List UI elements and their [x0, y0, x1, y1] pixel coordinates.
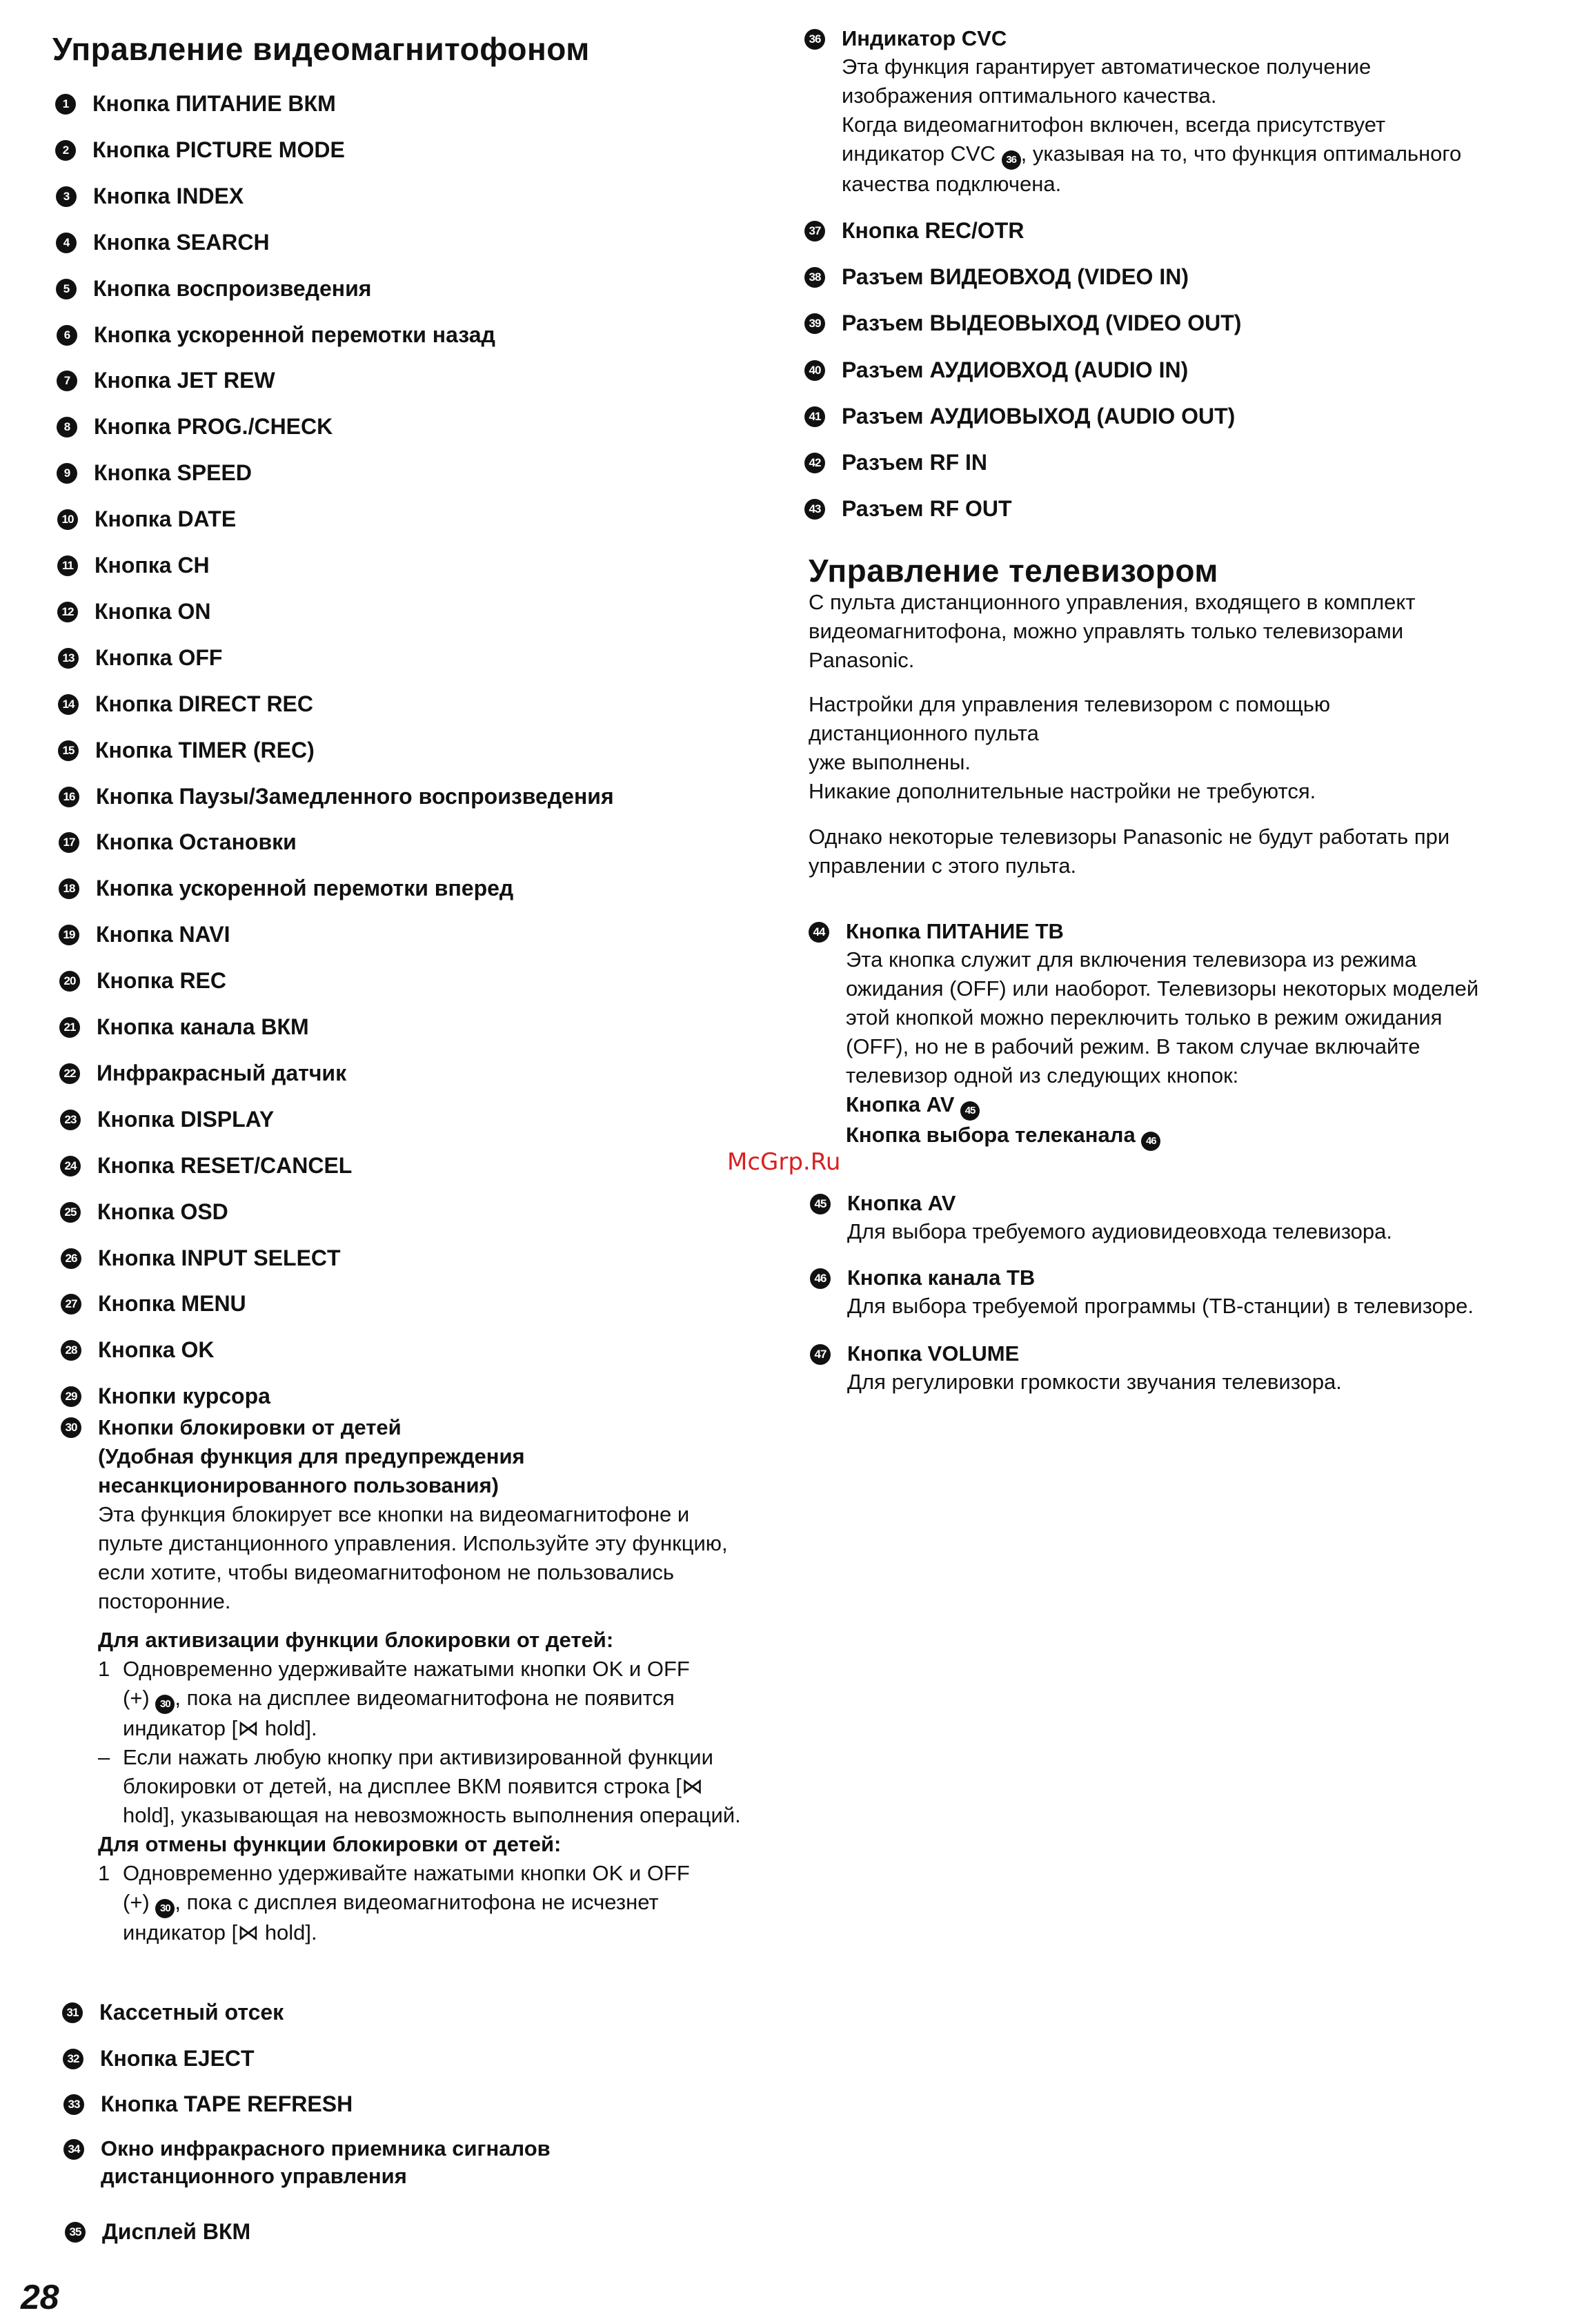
number-badge: 33	[63, 2094, 84, 2115]
ref-badge: 30	[155, 1695, 175, 1714]
item-label: Кнопка NAVI	[96, 922, 230, 947]
child-lock-title: Кнопки блокировки от детей	[98, 1415, 402, 1439]
tv-paragraph-2-line-3: уже выполнены.	[809, 750, 971, 774]
list-item	[61, 1382, 270, 1410]
list-item	[57, 505, 236, 533]
number-badge: 23	[60, 1110, 81, 1130]
number-badge: 44	[809, 922, 829, 943]
note-text: Если нажать любую кнопку при активизированной функции блокировки от детей, на дисплее ВКМ появится строка [⋈ hold], указывающая на невозможность выполнения операций.	[123, 1745, 741, 1827]
number-badge: 15	[58, 740, 79, 761]
child-lock-subtitle-1: (Удобная функция для предупреждения	[98, 1444, 525, 1468]
list-item	[804, 449, 987, 476]
tv-volume-description: Для регулировки громкости звучания телевизора.	[847, 1370, 1342, 1394]
list-item-tv-volume	[810, 1340, 1342, 1397]
cvc-line-5: качества подключена.	[842, 172, 1062, 196]
ref-badge: 30	[155, 1899, 175, 1918]
list-item	[59, 920, 230, 948]
child-lock-subtitle-2: несанкционированного пользования)	[98, 1473, 499, 1497]
item-label: Кнопка канала ВКМ	[97, 1014, 309, 1039]
item-label: Кнопка PROG./CHECK	[94, 414, 333, 440]
list-item	[804, 495, 1012, 522]
list-item	[61, 1290, 246, 1317]
tv-paragraph-2-line-4: Никакие дополнительные настройки не требуются.	[809, 779, 1316, 803]
tv-paragraph-2	[809, 690, 1526, 806]
list-item	[57, 551, 210, 579]
number-badge: 11	[57, 555, 78, 576]
number-badge: 46	[810, 1268, 831, 1289]
list-item-ir-window	[63, 2135, 551, 2190]
cvc-line-4a: индикатор CVC	[842, 141, 1002, 166]
number-badge: 35	[65, 2222, 86, 2243]
item-label: Кнопка REC	[97, 968, 226, 994]
list-item	[63, 2090, 353, 2118]
dash-mark: –	[98, 1745, 110, 1769]
tv-power-option-av	[846, 1090, 1508, 1121]
item-label: Кнопка JET REW	[94, 368, 275, 393]
item-label: Кнопка OK	[98, 1337, 215, 1363]
tv-power-option-channel	[846, 1121, 1508, 1151]
list-item	[57, 598, 210, 625]
step-text-plus: (+)	[123, 1890, 150, 1914]
ir-window-label-2: дистанционного управления	[101, 2164, 407, 2188]
item-label: Кнопка воспроизведения	[93, 275, 372, 301]
step-text-cont: , пока на дисплее видеомагнитофона не появится индикатор [	[123, 1686, 675, 1740]
list-item	[57, 459, 252, 486]
item-label: Дисплей ВКМ	[102, 2219, 251, 2244]
tv-paragraph-2-line-1: Настройки для управления телевизором с помощью	[809, 692, 1331, 716]
item-label: Кнопка INDEX	[93, 183, 244, 208]
list-item-tv-channel	[810, 1264, 1474, 1321]
number-badge: 6	[57, 325, 77, 346]
number-badge: 2	[55, 140, 76, 161]
number-badge: 31	[62, 2002, 83, 2023]
tv-paragraph-1: С пульта дистанционного управления, входящего в комплект видеомагнитофона, можно управлять только телевизорами Panasonic.	[809, 590, 1416, 672]
list-item	[58, 644, 222, 671]
page-number: 28	[21, 2278, 59, 2316]
activate-step-1	[98, 1655, 760, 1743]
list-item	[60, 1152, 352, 1179]
number-badge: 25	[60, 1202, 81, 1223]
child-lock-description: Эта функция блокирует все кнопки на видеомагнитофоне и пульте дистанционного управления. Используйте эту функцию, если хотите, чтобы видеомагнитофоном не пользовались посторонние.	[98, 1502, 728, 1613]
heading-tv-control: Управление телевизором	[809, 553, 1218, 589]
cvc-line-4b: , указывая на то, что функция оптимального	[1020, 141, 1462, 166]
cvc-line-1: Эта функция гарантирует автоматическое получение	[842, 55, 1372, 79]
number-badge: 39	[804, 313, 825, 334]
item-label: Кнопка PICTURE MODE	[92, 137, 345, 162]
ir-window-label-1: Окно инфракрасного приемника сигналов	[101, 2136, 551, 2160]
item-label: Кнопка RESET/CANCEL	[97, 1152, 353, 1178]
item-label: Разъем ВЫДЕОВЫХОД (VIDEO OUT)	[842, 311, 1242, 336]
cancel-heading: Для отмены функции блокировки от детей:	[98, 1832, 562, 1856]
step-text-end: hold].	[259, 1920, 317, 1944]
item-label: Кнопка OFF	[95, 644, 223, 670]
list-item	[55, 136, 345, 164]
number-badge: 19	[59, 925, 79, 945]
number-badge: 40	[804, 360, 825, 381]
item-label: Кнопка ускоренной перемотки назад	[94, 322, 495, 347]
list-item	[804, 356, 1188, 384]
item-label: Кнопка ON	[95, 598, 211, 624]
number-badge: 18	[59, 878, 79, 899]
list-item	[59, 1013, 309, 1041]
activate-heading: Для активизации функции блокировки от детей:	[98, 1628, 614, 1652]
cvc-title: Индикатор CVC	[842, 26, 1007, 50]
tv-power-description: Эта кнопка служит для включения телевизора из режима ожидания (OFF) или наоборот. Телевизоры некоторых моделей этой кнопкой можно переключить только в режим ожидания (OFF), но не в рабочий режим. В таком случае включайте телевизор одной из следующих кнопок:	[846, 947, 1479, 1087]
item-label: Кнопка SEARCH	[93, 229, 270, 255]
number-badge: 45	[810, 1194, 831, 1214]
item-label: Кнопка MENU	[98, 1291, 246, 1317]
watermark: McGrp.Ru	[727, 1148, 841, 1176]
step-text-cont: , пока с дисплея видеомагнитофона не исчезнет индикатор [	[123, 1890, 659, 1944]
cvc-line-2: изображения оптимального качества.	[842, 83, 1217, 108]
step-number: 1	[98, 1657, 110, 1681]
step-number: 1	[98, 1861, 110, 1885]
tv-power-title: Кнопка ПИТАНИЕ ТВ	[846, 919, 1064, 943]
number-badge: 32	[63, 2049, 83, 2069]
item-label: Кнопка DISPLAY	[97, 1106, 275, 1132]
list-item	[60, 1105, 274, 1133]
tv-channel-title: Кнопка канала ТВ	[847, 1266, 1036, 1290]
list-item	[62, 1998, 284, 2026]
hold-symbol-icon: ⋈	[237, 1716, 259, 1741]
cancel-step-1	[98, 1859, 760, 1947]
number-badge: 30	[61, 1417, 81, 1438]
item-label: Разъем RF OUT	[842, 496, 1012, 522]
list-item-cvc	[804, 25, 1461, 199]
item-label: Разъем RF IN	[842, 450, 988, 475]
list-item	[804, 263, 1189, 290]
tv-paragraph-3: Однако некоторые телевизоры Panasonic не будут работать при управлении с этого пульта.	[809, 825, 1450, 878]
item-label: Кнопка DATE	[95, 506, 237, 532]
number-badge: 41	[804, 406, 825, 427]
number-badge: 21	[59, 1017, 80, 1038]
number-badge: 3	[56, 186, 77, 207]
number-badge: 1	[55, 94, 76, 115]
number-badge: 14	[58, 694, 79, 715]
number-badge: 26	[61, 1248, 81, 1269]
activate-note	[98, 1743, 760, 1830]
tv-volume-title: Кнопка VOLUME	[847, 1341, 1020, 1366]
cvc-line-3: Когда видеомагнитофон включен, всегда присутствует	[842, 112, 1386, 137]
list-item	[56, 182, 244, 210]
list-item-tv-power	[809, 918, 1508, 1151]
item-label: Кнопка SPEED	[94, 460, 252, 486]
number-badge: 34	[63, 2139, 84, 2160]
item-label: Кассетный отсек	[99, 2000, 284, 2025]
item-label: Кнопка OSD	[97, 1199, 228, 1224]
tv-av-title: Кнопка AV	[847, 1191, 956, 1215]
list-item-child-lock	[61, 1413, 760, 1947]
list-item	[59, 967, 226, 994]
item-label: Кнопка Паузы/Замедленного воспроизведения	[96, 783, 614, 809]
item-label: Кнопка INPUT SELECT	[98, 1245, 341, 1270]
heading-vcr-control: Управление видеомагнитофоном	[52, 31, 590, 67]
tv-paragraph-2-line-2: дистанционного пульта	[809, 721, 1039, 745]
number-badge: 7	[57, 371, 77, 391]
option-label: Кнопка AV	[846, 1092, 961, 1116]
list-item	[59, 828, 297, 856]
list-item	[59, 782, 614, 810]
number-badge: 4	[56, 233, 77, 253]
list-item	[61, 1244, 341, 1272]
number-badge: 22	[59, 1063, 80, 1084]
step-text-plus: (+)	[123, 1686, 150, 1710]
step-text: Одновременно удерживайте нажатыми кнопки OK и OFF	[123, 1861, 690, 1885]
number-badge: 5	[56, 279, 77, 299]
step-text: Одновременно удерживайте нажатыми кнопки OK и OFF	[123, 1657, 690, 1681]
list-item	[59, 874, 513, 902]
list-item	[58, 736, 315, 764]
item-label: Кнопка REC/OTR	[842, 218, 1024, 243]
list-item	[57, 321, 495, 348]
list-item	[57, 413, 333, 440]
item-label: Кнопка Остановки	[96, 829, 297, 855]
number-badge: 42	[804, 453, 825, 473]
item-label: Кнопка TAPE REFRESH	[101, 2091, 353, 2116]
list-item	[804, 309, 1241, 337]
list-item	[59, 1059, 346, 1087]
item-label: Кнопка DIRECT REC	[95, 691, 313, 716]
hold-symbol-icon: ⋈	[237, 1920, 259, 1945]
number-badge: 16	[59, 787, 79, 807]
item-label: Кнопки курсора	[98, 1383, 270, 1409]
list-item	[804, 402, 1235, 430]
option-label: Кнопка выбора телеканала	[846, 1123, 1142, 1147]
number-badge: 38	[804, 267, 825, 288]
number-badge: 36	[804, 29, 825, 50]
list-item	[60, 1198, 228, 1225]
number-badge: 37	[804, 221, 825, 242]
number-badge: 20	[59, 971, 80, 992]
cvc-line-4	[842, 139, 1461, 170]
list-item	[804, 217, 1024, 244]
ref-badge: 46	[1141, 1132, 1160, 1151]
item-label: Разъем АУДИОВЫХОД (AUDIO OUT)	[842, 403, 1236, 429]
item-label: Кнопка CH	[95, 553, 210, 578]
number-badge: 12	[57, 602, 78, 622]
number-badge: 29	[61, 1386, 81, 1407]
list-item	[56, 228, 270, 256]
item-label: Кнопка ПИТАНИЕ ВКМ	[92, 91, 336, 116]
list-item	[55, 90, 336, 117]
number-badge: 10	[57, 509, 78, 530]
number-badge: 13	[58, 648, 79, 669]
number-badge: 47	[810, 1344, 831, 1365]
step-text-end: hold].	[259, 1716, 317, 1740]
item-label: Разъем АУДИОВХОД (AUDIO IN)	[842, 357, 1189, 382]
list-item	[61, 1336, 214, 1363]
number-badge: 27	[61, 1294, 81, 1314]
item-label: Кнопка TIMER (REC)	[95, 737, 315, 762]
item-label: Инфракрасный датчик	[97, 1060, 347, 1085]
tv-channel-description: Для выбора требуемой программы (ТВ-станции) в телевизоре.	[847, 1294, 1474, 1318]
item-label: Кнопка EJECT	[100, 2045, 255, 2071]
number-badge: 17	[59, 832, 79, 853]
item-label: Кнопка ускоренной перемотки вперед	[96, 876, 514, 901]
item-label: Разъем ВИДЕОВХОД (VIDEO IN)	[842, 264, 1189, 290]
list-item	[57, 366, 275, 394]
number-badge: 43	[804, 499, 825, 520]
number-badge: 8	[57, 417, 77, 437]
number-badge: 28	[61, 1340, 81, 1361]
list-item	[63, 2045, 255, 2072]
list-item	[56, 275, 371, 302]
list-item-display	[65, 2218, 250, 2245]
ref-badge: 36	[1002, 150, 1021, 170]
list-item-tv-av	[810, 1190, 1392, 1246]
ref-badge: 45	[960, 1101, 980, 1121]
number-badge: 9	[57, 463, 77, 484]
list-item	[58, 690, 313, 718]
number-badge: 24	[60, 1156, 81, 1176]
tv-av-description: Для выбора требуемого аудиовидеовхода телевизора.	[847, 1219, 1393, 1243]
